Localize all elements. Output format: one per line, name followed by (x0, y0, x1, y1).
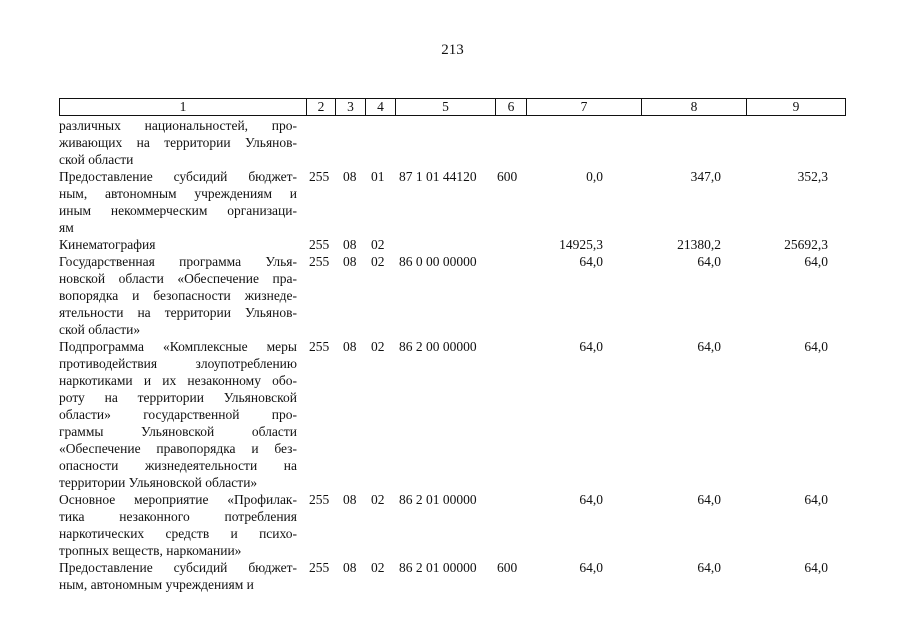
description-line: «Обеспечение правопорядка и без- (59, 441, 297, 456)
description-line: Подпрограмма «Комплексные меры (59, 339, 297, 354)
description-line: противодействия злоупотреблению (59, 356, 297, 371)
header-col-8: 8 (690, 99, 698, 114)
section-code: 08 (343, 254, 357, 269)
amount-col-7: 64,0 (579, 560, 603, 575)
description-line: ям (59, 220, 74, 235)
row-description (59, 253, 297, 338)
subsection-code: 01 (371, 169, 385, 184)
header-col-7: 7 (580, 99, 588, 114)
description-line: тропных веществ, наркомании» (59, 543, 242, 558)
amount-col-9: 352,3 (797, 169, 828, 184)
row-description (59, 559, 297, 593)
target-article-code: 86 2 00 00000 (399, 339, 477, 354)
header-col-9: 9 (792, 99, 800, 114)
description-line: Предоставление субсидий бюджет- (59, 560, 297, 575)
ministry-code: 255 (309, 492, 330, 507)
subsection-code: 02 (371, 237, 385, 252)
description-line: наркотиками и их незаконному обо- (59, 373, 297, 388)
description-line: роту на территории Ульяновской (59, 390, 297, 405)
amount-col-9: 64,0 (804, 254, 828, 269)
ministry-code: 255 (309, 560, 330, 575)
section-code: 08 (343, 237, 357, 252)
subsection-code: 02 (371, 560, 385, 575)
amount-col-9: 64,0 (804, 339, 828, 354)
description-line: живающих на территории Ульянов- (59, 135, 297, 150)
amount-col-7: 64,0 (579, 492, 603, 507)
expense-type-code: 600 (497, 560, 518, 575)
header-col-1: 1 (179, 99, 187, 114)
section-code: 08 (343, 339, 357, 354)
table-header (59, 98, 846, 116)
target-article-code: 86 0 00 00000 (399, 254, 477, 269)
amount-col-7: 64,0 (579, 339, 603, 354)
page-number: 213 (441, 42, 464, 58)
amount-col-8: 64,0 (697, 339, 721, 354)
description-line: наркотических средств и психо- (59, 526, 297, 541)
row-description (59, 117, 297, 168)
row-description (59, 491, 297, 559)
description-line: Кинематография (59, 237, 156, 252)
ministry-code: 255 (309, 254, 330, 269)
row-description (59, 338, 297, 491)
subsection-code: 02 (371, 339, 385, 354)
ministry-code: 255 (309, 237, 330, 252)
amount-col-8: 64,0 (697, 492, 721, 507)
header-col-2: 2 (317, 99, 325, 114)
table-row (59, 253, 846, 338)
amount-col-8: 21380,2 (677, 237, 721, 252)
amount-col-7: 14925,3 (559, 237, 603, 252)
description-line: ской области (59, 152, 134, 167)
amount-col-7: 0,0 (586, 169, 603, 184)
amount-col-8: 64,0 (697, 560, 721, 575)
table-row (59, 117, 846, 168)
subsection-code: 02 (371, 492, 385, 507)
table-row (59, 236, 846, 253)
row-description (59, 168, 297, 236)
subsection-code: 02 (371, 254, 385, 269)
description-line: области» государственной про- (59, 407, 297, 422)
description-line: Основное мероприятие «Профилак- (59, 492, 297, 507)
budget-table (59, 98, 846, 592)
table-row (59, 559, 846, 593)
amount-col-9: 64,0 (804, 560, 828, 575)
section-code: 08 (343, 492, 357, 507)
header-col-6: 6 (507, 99, 515, 114)
description-line: Предоставление субсидий бюджет- (59, 169, 297, 184)
description-line: Государственная программа Улья- (59, 254, 297, 269)
target-article-code: 86 2 01 00000 (399, 492, 477, 507)
ministry-code: 255 (309, 339, 330, 354)
description-line: тика незаконного потребления (59, 509, 297, 524)
description-line: ятельности на территории Ульянов- (59, 305, 297, 320)
description-line: различных национальностей, про- (59, 118, 297, 133)
header-col-4: 4 (377, 99, 384, 114)
description-line: граммы Ульяновской области (59, 424, 297, 439)
target-article-code: 87 1 01 44120 (399, 169, 477, 184)
amount-col-8: 347,0 (690, 169, 721, 184)
section-code: 08 (343, 169, 357, 184)
amount-col-9: 25692,3 (784, 237, 828, 252)
header-col-3: 3 (347, 99, 354, 114)
description-line: вопорядка и безопасности жизнеде- (59, 288, 297, 303)
description-line: опасности жизнедеятельности на (59, 458, 297, 473)
description-line: новской области «Обеспечение пра- (59, 271, 297, 286)
header-col-5: 5 (442, 99, 449, 114)
table-row (59, 168, 846, 236)
amount-col-9: 64,0 (804, 492, 828, 507)
amount-col-8: 64,0 (697, 254, 721, 269)
amount-col-7: 64,0 (579, 254, 603, 269)
description-line: иным некоммерческим организаци- (59, 203, 297, 218)
row-description (59, 236, 297, 253)
description-line: ным, автономным учреждениям и (59, 577, 254, 592)
description-line: ным, автономным учреждениям и (59, 186, 297, 201)
section-code: 08 (343, 560, 357, 575)
description-line: ской области» (59, 322, 141, 337)
description-line: территории Ульяновской области» (59, 475, 258, 490)
expense-type-code: 600 (497, 169, 518, 184)
target-article-code: 86 2 01 00000 (399, 560, 477, 575)
ministry-code: 255 (309, 169, 330, 184)
table-row (59, 338, 846, 491)
table-row (59, 491, 846, 559)
